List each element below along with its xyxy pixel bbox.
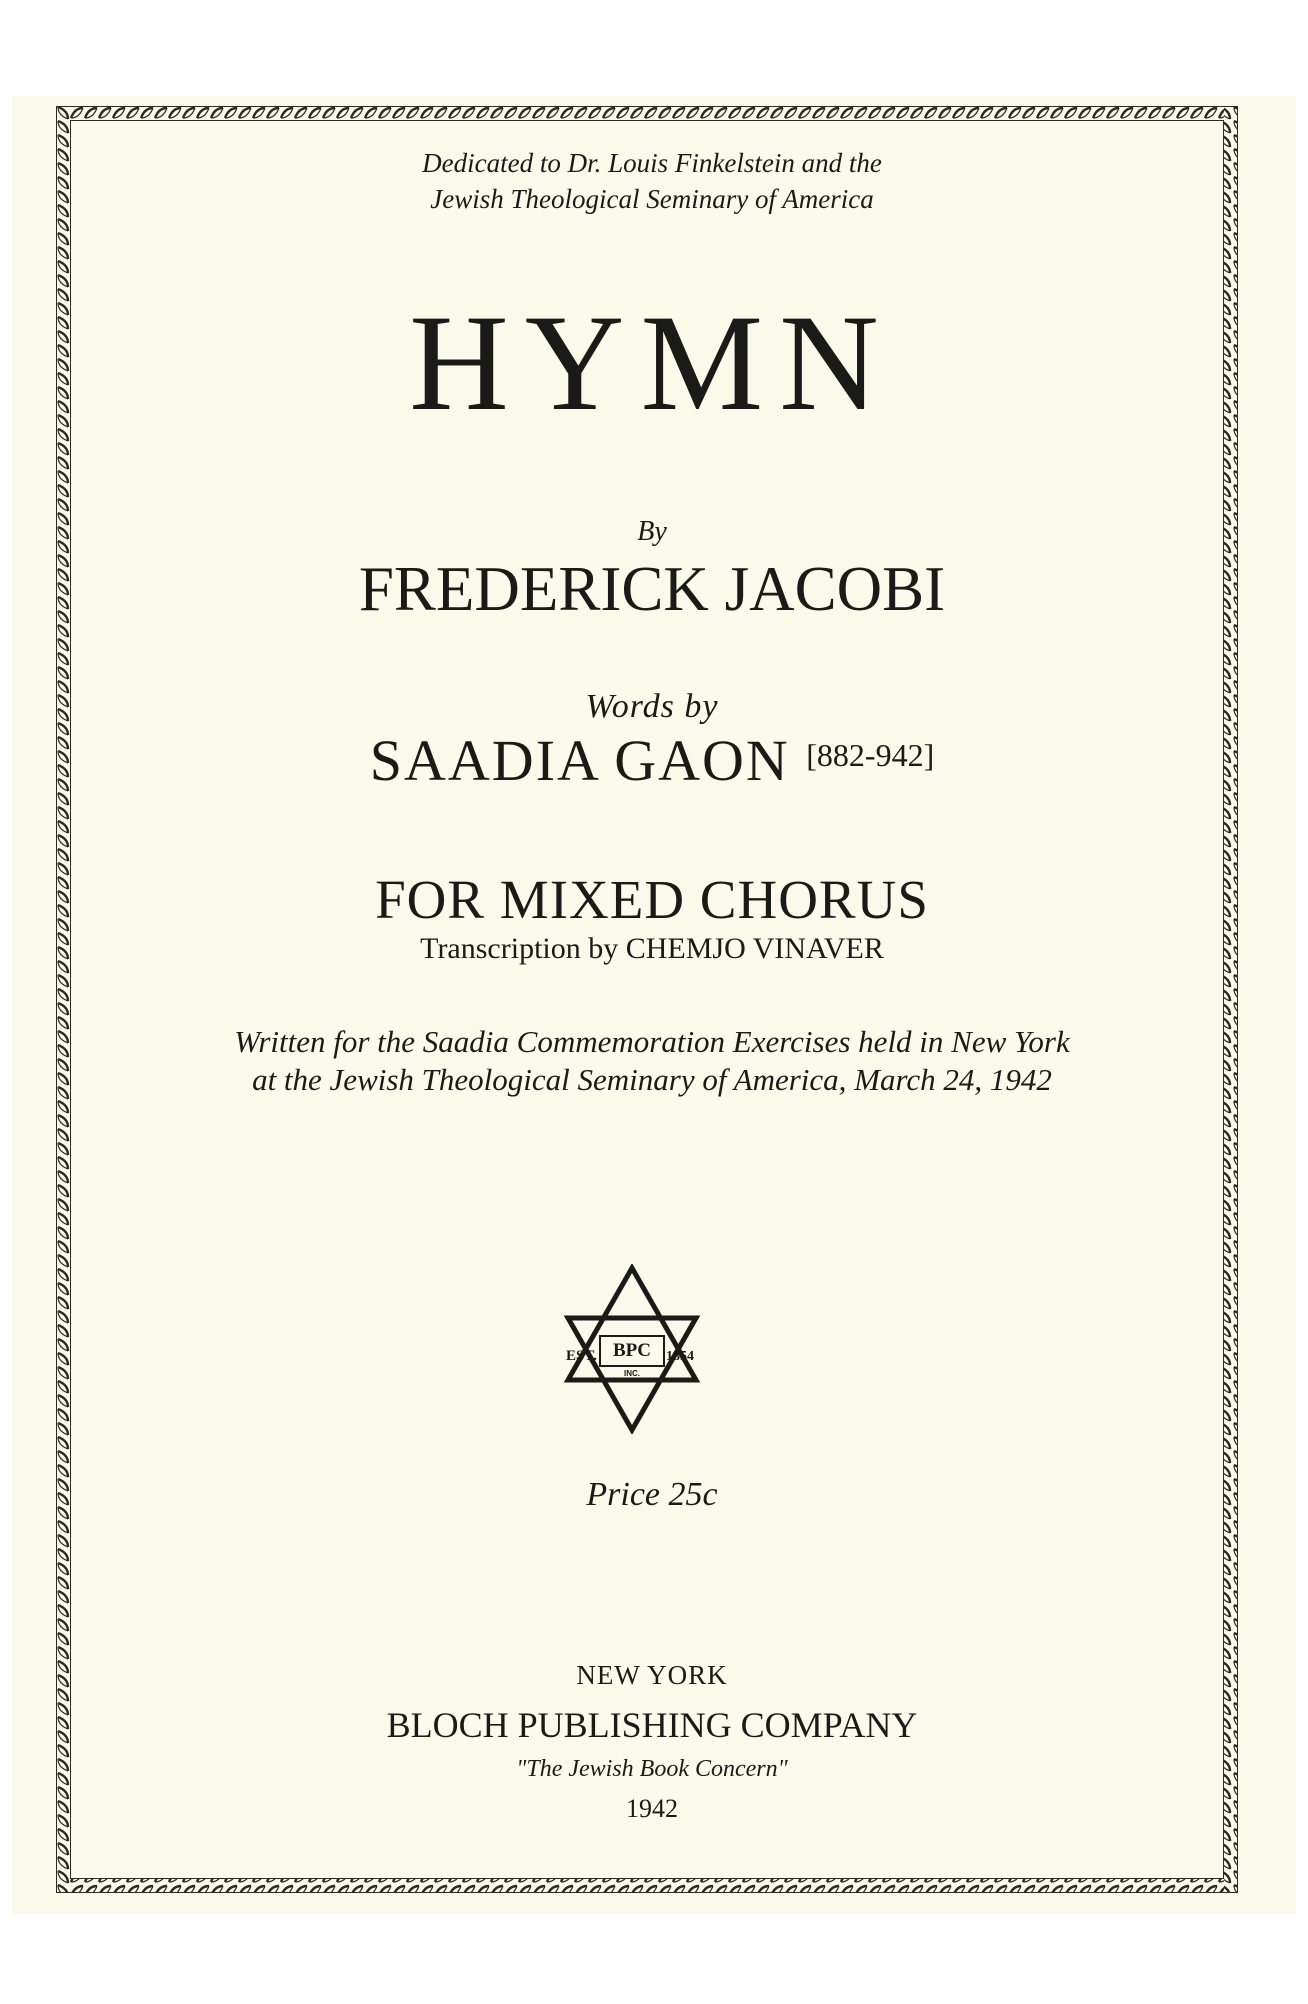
author-name: SAADIA GAON: [369, 728, 790, 793]
imprint-tagline: "The Jewish Book Concern": [516, 1756, 788, 1782]
logo-inc-text: INC.: [624, 1369, 640, 1378]
dedication-line-1: Dedicated to Dr. Louis Finkelstein and the: [422, 148, 882, 178]
by-label: By: [637, 516, 667, 547]
price-label: Price 25c: [586, 1476, 718, 1513]
logo-year-text: 1854: [666, 1349, 694, 1364]
imprint-publisher: BLOCH PUBLISHING COMPANY: [386, 1705, 918, 1745]
composer-name: FREDERICK JACOBI: [358, 554, 946, 624]
occasion-line-1: Written for the Saadia Commemoration Exercises held in New York: [234, 1024, 1070, 1059]
imprint-place: NEW YORK: [576, 1660, 728, 1690]
words-by-label: Words by: [585, 688, 719, 725]
logo-bpc-text: BPC: [613, 1340, 651, 1361]
title-page: [12, 96, 1296, 1914]
imprint-year: 1942: [626, 1794, 678, 1823]
dedication-line-2: Jewish Theological Seminary of America: [430, 184, 874, 214]
transcription-credit: Transcription by CHEMJO VINAVER: [420, 932, 884, 965]
logo-est-text: EST.: [566, 1348, 597, 1364]
page-title: HYMN: [409, 286, 895, 439]
occasion-line-2: at the Jewish Theological Seminary of America, March 24, 1942: [252, 1062, 1052, 1097]
scoring-heading: FOR MIXED CHORUS: [375, 869, 929, 930]
author-dates: [882-942]: [806, 737, 935, 773]
